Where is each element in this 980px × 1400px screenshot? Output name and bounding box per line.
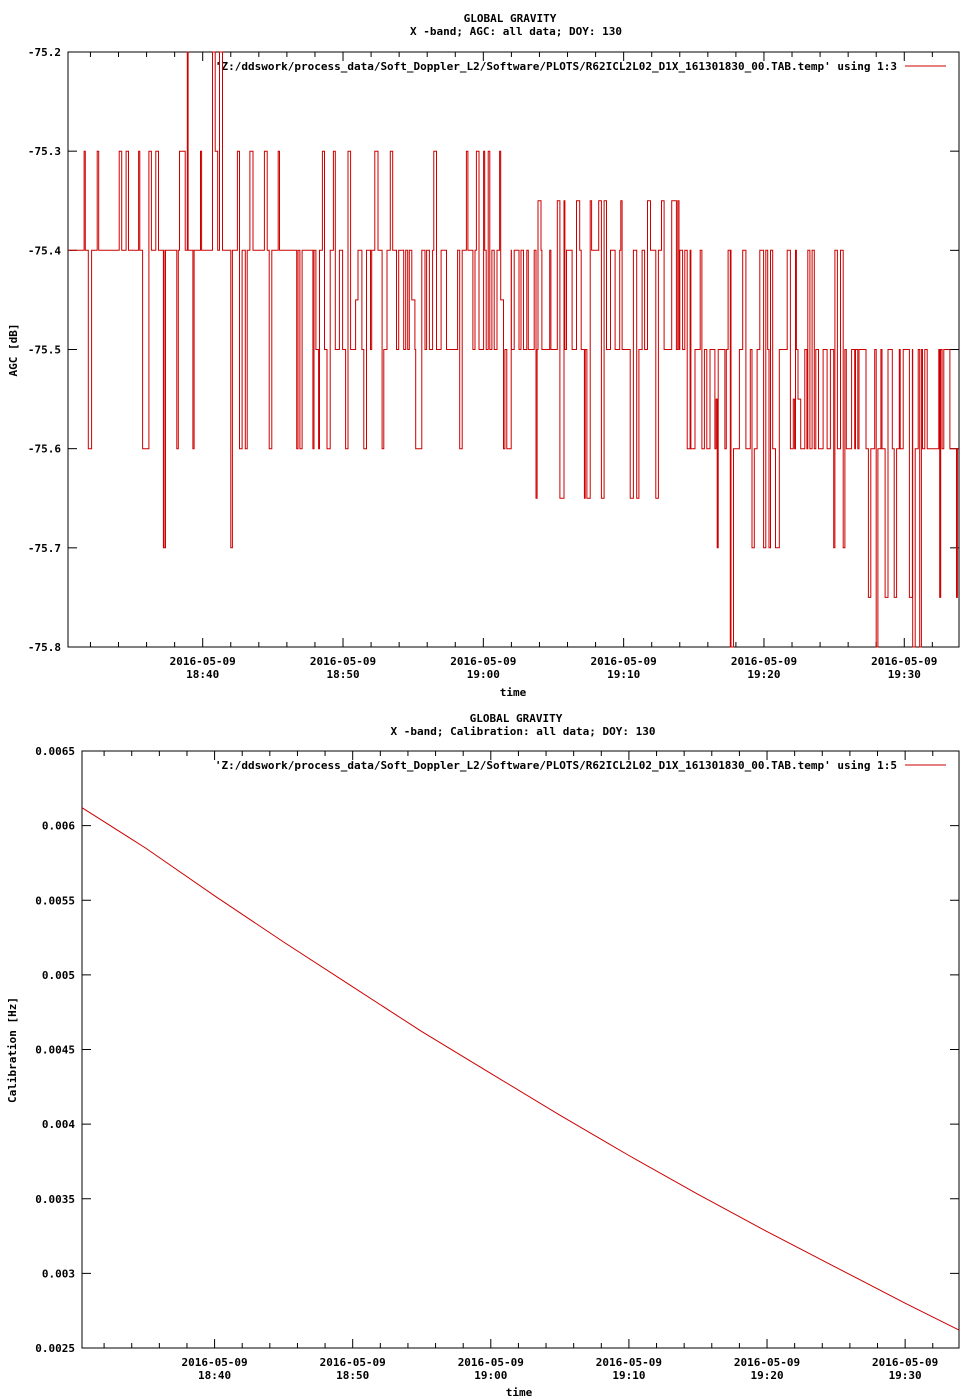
cal-y-tick-label: 0.005 — [41, 968, 75, 982]
cal-x-tick-date: 2016-05-09 — [319, 1356, 386, 1369]
agc-x-tick-time: 19:30 — [887, 668, 921, 681]
cal-series-line — [82, 808, 959, 1330]
cal-x-tick-date: 2016-05-09 — [457, 1356, 524, 1369]
agc-y-tick-label: -75.8 — [27, 641, 61, 654]
cal-x-tick-time: 19:30 — [888, 1369, 922, 1382]
cal-x-tick-time: 19:00 — [474, 1369, 508, 1382]
agc-x-tick-date: 2016-05-09 — [309, 655, 377, 668]
cal-y-tick-label: 0.0065 — [35, 745, 75, 758]
agc-series-line — [68, 52, 959, 647]
cal-y-axis — [35, 745, 959, 1355]
agc-y-tick-label: -75.5 — [27, 343, 61, 357]
cal-y-tick-label: 0.0055 — [35, 894, 75, 908]
cal-x-tick-date: 2016-05-09 — [872, 1356, 939, 1369]
agc-x-tick-time: 18:50 — [326, 668, 360, 681]
cal-x-tick-date: 2016-05-09 — [733, 1356, 801, 1369]
agc-x-tick-time: 18:40 — [186, 668, 220, 681]
agc-x-tick-time: 19:00 — [466, 668, 500, 681]
cal-y-tick-label: 0.0035 — [35, 1192, 75, 1206]
agc-x-tick-date: 2016-05-09 — [590, 655, 657, 668]
agc-y-axis — [28, 46, 959, 654]
cal-y-tick-label: 0.004 — [41, 1118, 75, 1132]
agc-x-tick-date: 2016-05-09 — [871, 655, 938, 668]
cal-y-tick-label: 0.006 — [41, 819, 75, 833]
cal-subtitle: X -band; Calibration: all data; DOY: 130 — [390, 725, 656, 738]
cal-x-tick-time: 19:20 — [750, 1369, 784, 1382]
agc-x-tick-time: 19:10 — [607, 668, 641, 681]
cal-x-tick-date: 2016-05-09 — [181, 1356, 248, 1369]
agc-chart — [7, 12, 959, 699]
agc-subtitle: X -band; AGC: all data; DOY: 130 — [410, 25, 622, 38]
cal-x-tick-time: 18:40 — [198, 1369, 232, 1382]
cal-legend-label: 'Z:/ddswork/process_data/Soft_Doppler_L2/Software/PLOTS/R62ICL2L02_D1X_161301830_00.TAB.temp' using 1:5 — [214, 759, 897, 772]
cal-plot-frame — [82, 751, 959, 1348]
cal-title: GLOBAL GRAVITY — [469, 712, 563, 725]
agc-x-tick-time: 19:20 — [747, 668, 781, 681]
cal-x-tick-time: 19:10 — [612, 1369, 646, 1382]
agc-x-tick-date: 2016-05-09 — [730, 655, 798, 668]
cal-y-tick-label: 0.0025 — [35, 1342, 75, 1355]
agc-y-label: AGC [dB] — [7, 323, 20, 377]
cal-y-tick-label: 0.003 — [41, 1267, 75, 1281]
agc-legend-label: 'Z:/ddswork/process_data/Soft_Doppler_L2/Software/PLOTS/R62ICL2L02_D1X_161301830_00.TAB.temp' using 1:3 — [214, 60, 897, 73]
cal-x-tick-time: 18:50 — [336, 1369, 370, 1382]
agc-x-tick-date: 2016-05-09 — [450, 655, 517, 668]
agc-title: GLOBAL GRAVITY — [463, 12, 557, 25]
agc-y-tick-label: -75.3 — [27, 145, 61, 159]
calibration-chart — [6, 712, 959, 1399]
cal-x-tick-date: 2016-05-09 — [595, 1356, 663, 1369]
cal-y-label: Calibration [Hz] — [6, 997, 19, 1103]
agc-y-tick-label: -75.7 — [27, 541, 61, 555]
agc-x-label: time — [499, 686, 527, 699]
cal-x-label: time — [505, 1386, 533, 1399]
cal-x-axis — [104, 751, 938, 1382]
agc-y-tick-label: -75.2 — [27, 46, 61, 59]
cal-y-tick-label: 0.0045 — [35, 1043, 75, 1057]
agc-y-tick-label: -75.4 — [27, 244, 61, 258]
agc-y-tick-label: -75.6 — [27, 442, 61, 456]
agc-x-tick-date: 2016-05-09 — [169, 655, 236, 668]
